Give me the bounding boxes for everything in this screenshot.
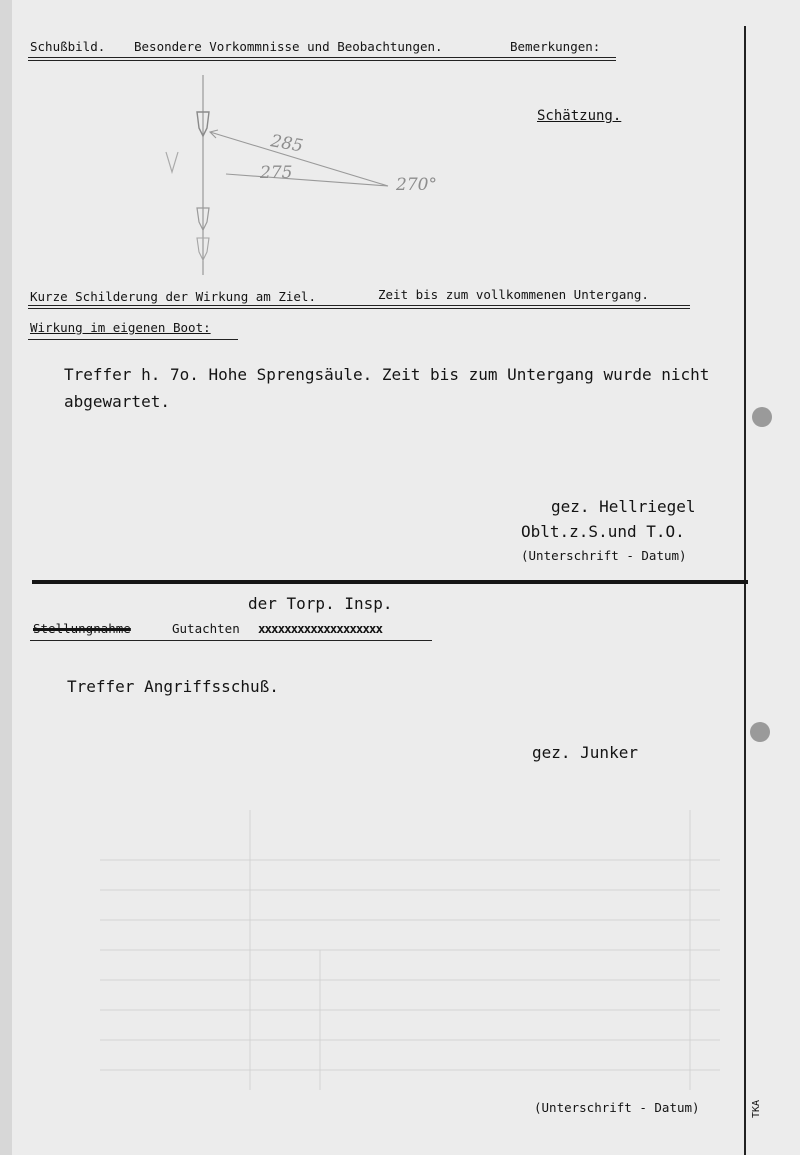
margin-mark: TKA bbox=[751, 1099, 762, 1118]
wirkung-underline bbox=[28, 339, 238, 340]
sketch-label-275: 275 bbox=[260, 163, 293, 183]
section2-underline-1 bbox=[28, 305, 690, 306]
bleed-through-table bbox=[80, 800, 740, 1100]
shot-sketch bbox=[150, 70, 470, 290]
label-schussbild: Schußbild. bbox=[30, 39, 106, 54]
sketch-ray-275 bbox=[226, 174, 388, 186]
label-schaetzung: Schätzung. bbox=[537, 108, 622, 124]
punch-hole-upper bbox=[752, 407, 772, 427]
sketch-label-270: 270° bbox=[396, 175, 437, 195]
signature-caption-lower: (Unterschrift - Datum) bbox=[534, 1100, 700, 1115]
header-underline-1 bbox=[28, 57, 616, 58]
label-kurze-schilderung: Kurze Schilderung der Wirkung am Ziel. bbox=[30, 289, 316, 304]
label-bemerkungen: Bemerkungen: bbox=[510, 39, 601, 54]
gutachten-underline bbox=[30, 640, 432, 641]
struck-stellungnahme: Stellungnahme bbox=[33, 621, 131, 636]
label-wirkung-eigenen-boot: Wirkung im eigenen Boot: bbox=[30, 320, 211, 335]
label-zeit-bis-untergang: Zeit bis zum vollkommenen Untergang. bbox=[378, 287, 649, 302]
struck-overtyped-text: xxxxxxxxxxxxxxxxxxx bbox=[258, 621, 382, 636]
signature-name-junker: gez. Junker bbox=[532, 743, 638, 762]
section-divider bbox=[32, 580, 748, 584]
label-besondere-vorkommnisse: Besondere Vorkommnisse und Beobachtungen. bbox=[134, 39, 443, 54]
sketch-label-285: 285 bbox=[269, 131, 305, 157]
header-underline-2 bbox=[28, 60, 616, 61]
gutachten-title: der Torp. Insp. bbox=[248, 594, 393, 613]
report-text-line-1: Treffer h. 7o. Hohe Sprengsäule. Zeit bis zum Untergang wurde nicht bbox=[64, 365, 710, 384]
gutachten-text: Treffer Angriffsschuß. bbox=[67, 677, 279, 696]
right-margin-rule bbox=[744, 26, 746, 1155]
report-text-line-2: abgewartet. bbox=[64, 392, 170, 411]
section2-underline-2 bbox=[28, 308, 690, 309]
signature-name-hellriegel: gez. Hellriegel bbox=[551, 497, 696, 516]
label-gutachten: Gutachten bbox=[172, 621, 240, 636]
signature-rank: Oblt.z.S.und T.O. bbox=[521, 522, 685, 541]
punch-hole-lower bbox=[750, 722, 770, 742]
sketch-v-mark bbox=[166, 152, 178, 172]
signature-caption-upper: (Unterschrift - Datum) bbox=[521, 548, 687, 563]
